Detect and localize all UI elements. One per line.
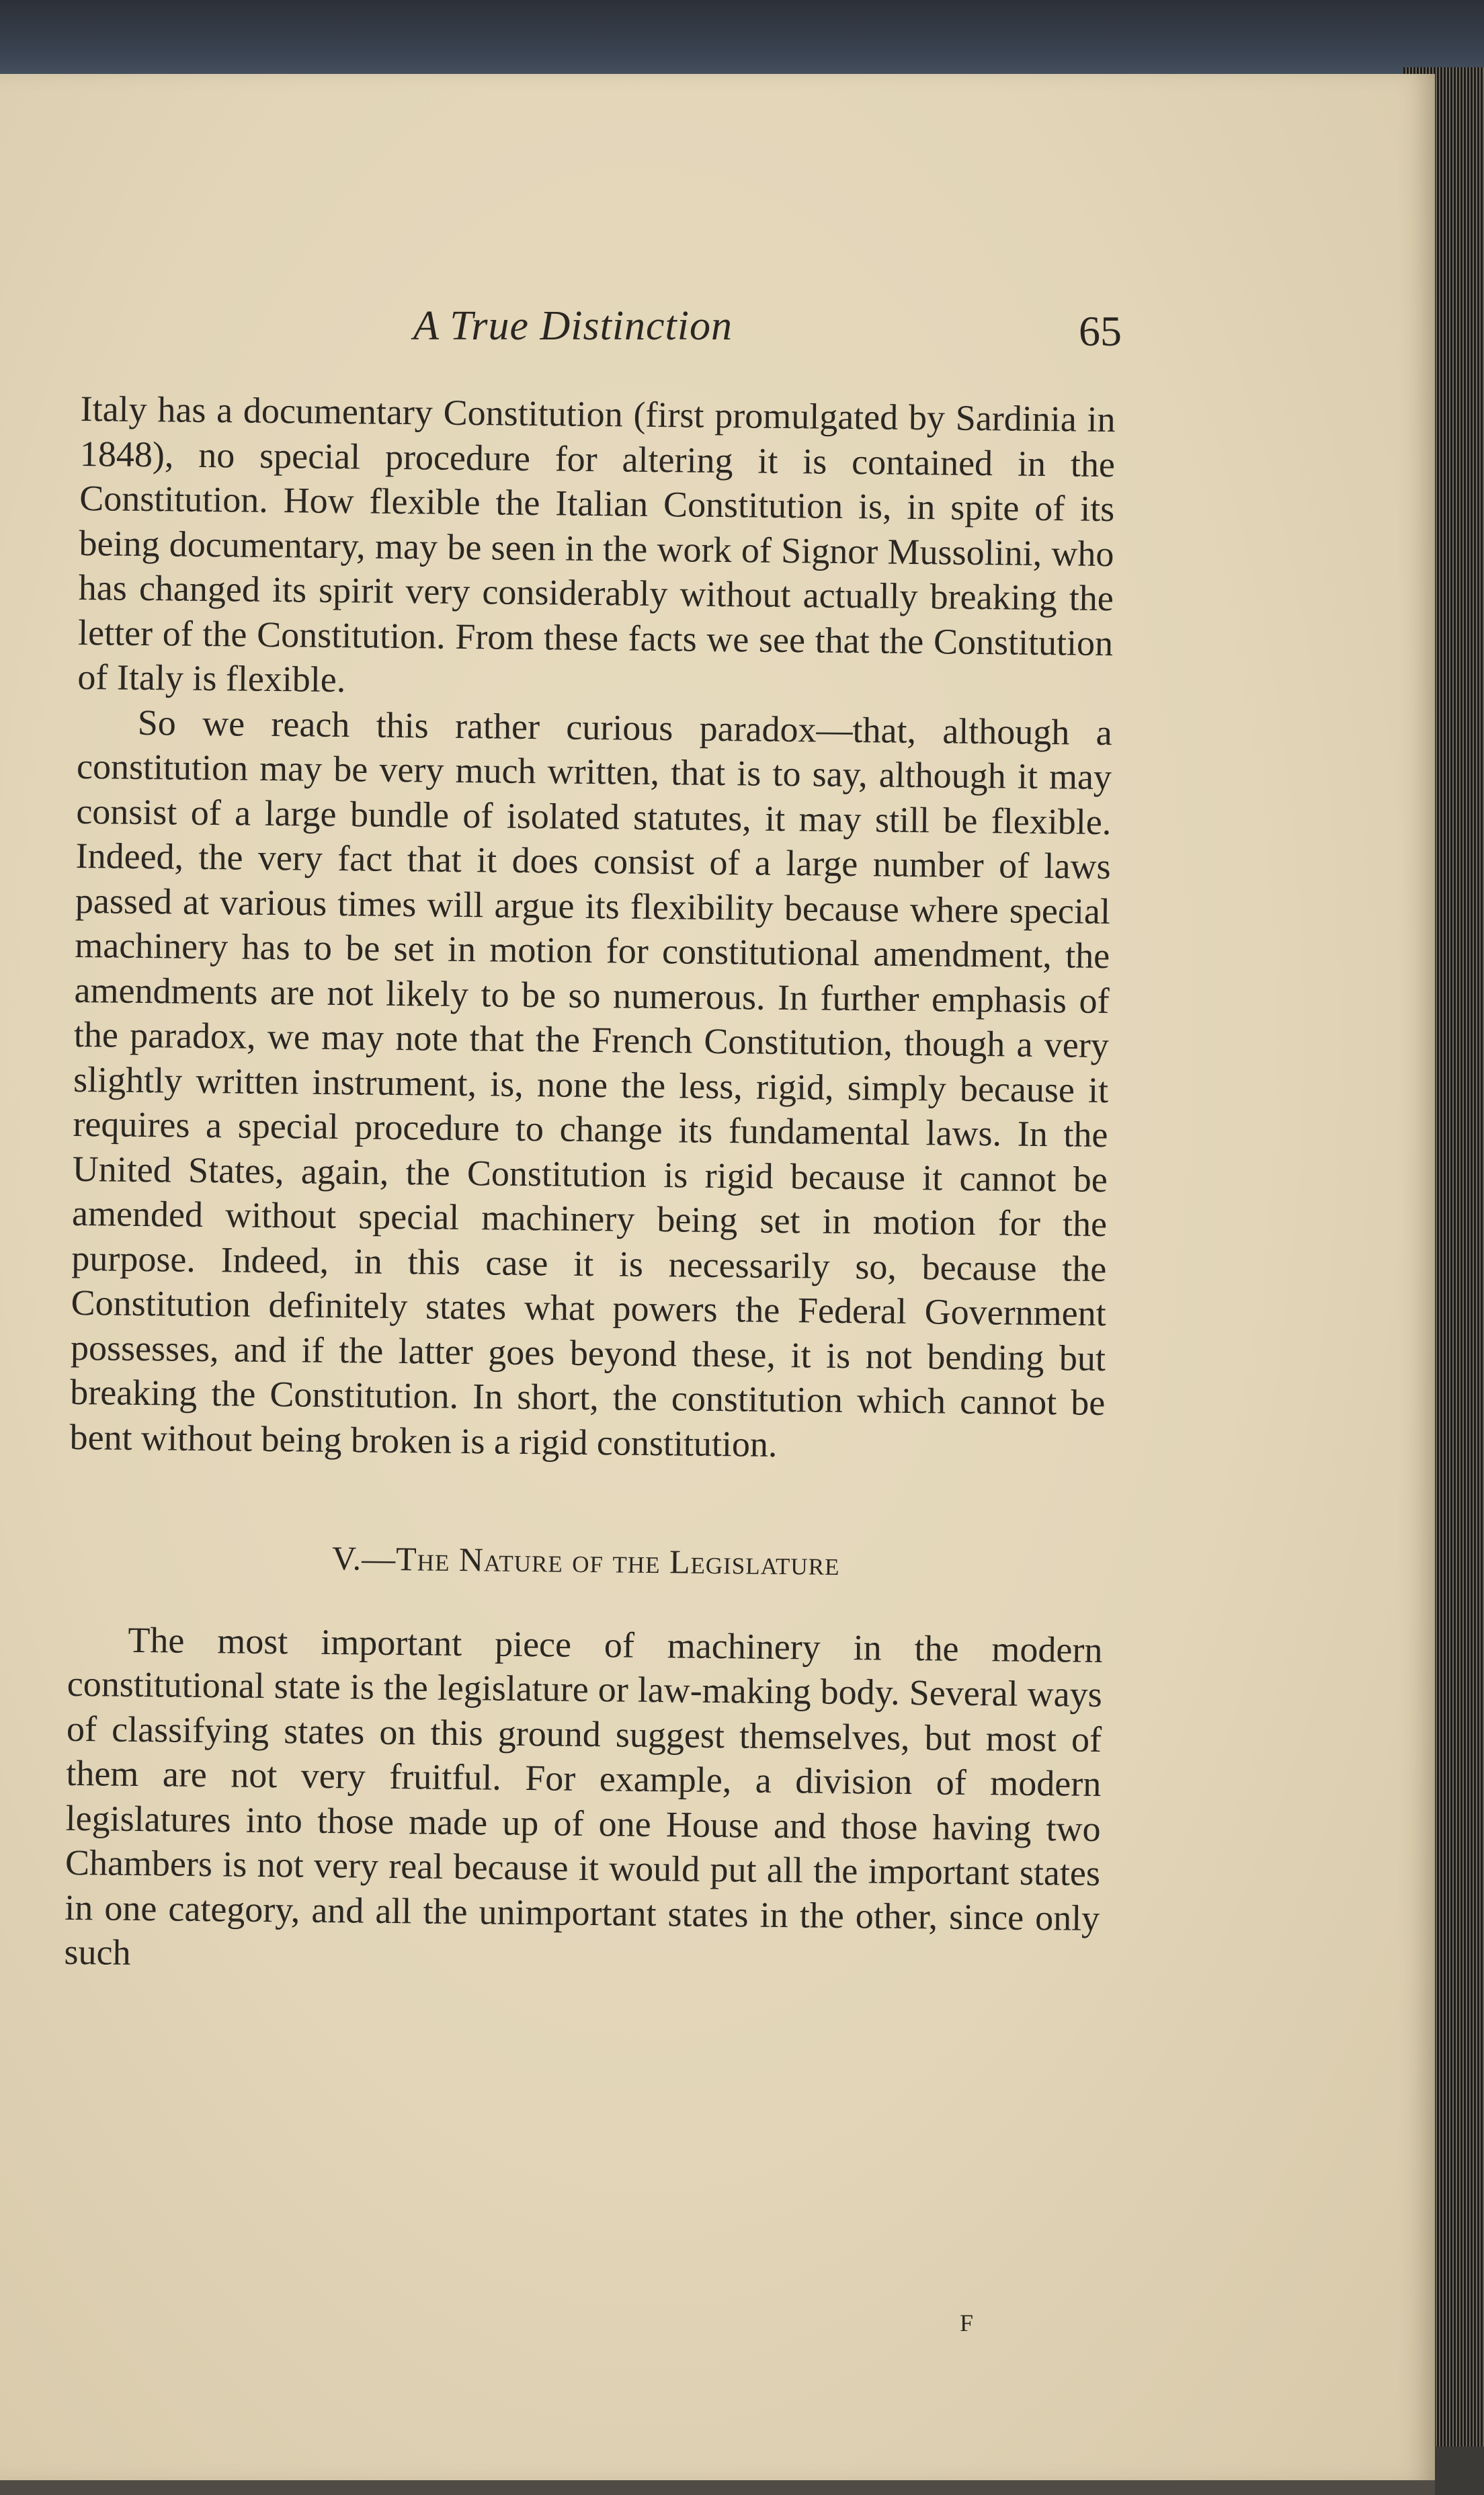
paragraph-paradox: So we reach this rather curious paradox—that, although a constitution may be very much written, that is to say, although it may consist of a large bundle of isolated statutes, it may still be flexible. Indeed, the very fact that it does consist of a large number of laws passed at various times will argue its flexibility because where special machinery has to be set in motion for constitutional amendment, the amendments are not likely to be so numerous. In further emphasis of the paradox, we may note that the French Constitution, though a very slightly written instrument, is, none the less, rigid, simply because it requires a special procedure to change its fundamental laws. In the United States, again, the Constitution is rigid because it cannot be amended without special machinery being set in motion for the purpose. Indeed, in this case it is necessarily so, because the Constitution definitely states what powers the Federal Government possesses, and if the latter goes beyond these, it is not bending but breaking the Constitution. In short, the constitution which cannot be bent without being broken is a rigid constitution.	[69, 702, 1113, 1465]
paragraph-italy-constitution: Italy has a documentary Constitution (first promulgated by Sardinia in 1848), no special procedure for altering it is contained in the Constitution. How flexible the Italian Constitution is, in spite of its being documentary, may be seen in the work of Signor Mussolini, who has changed its spirit very considerably without actually breaking the letter of the Constitution. From these facts we see that the Constitution of Italy is flexible.	[77, 388, 1116, 700]
running-head	[0, 302, 1129, 356]
section-heading: V.—The Nature of the Legislature	[331, 1539, 840, 1582]
book-page	[0, 74, 1435, 2480]
running-title: A True Distinction	[413, 303, 733, 349]
signature-mark: F	[960, 2309, 974, 2336]
paragraph-legislature: The most important piece of machinery in the modern constitutional state is the legislature or law-making body. Several ways of classifying states on this ground suggest themselves, but most of them are not very fruitful. For example, a division of modern legislatures into those made up of one House and those having two Chambers is not very real because it would put all the important states in one category, and all the unimportant states in the other, since only such	[64, 1619, 1103, 1973]
book-bottom-edge	[0, 2480, 1435, 2495]
body-text	[64, 386, 1116, 1985]
page-number: 65	[1079, 307, 1122, 355]
